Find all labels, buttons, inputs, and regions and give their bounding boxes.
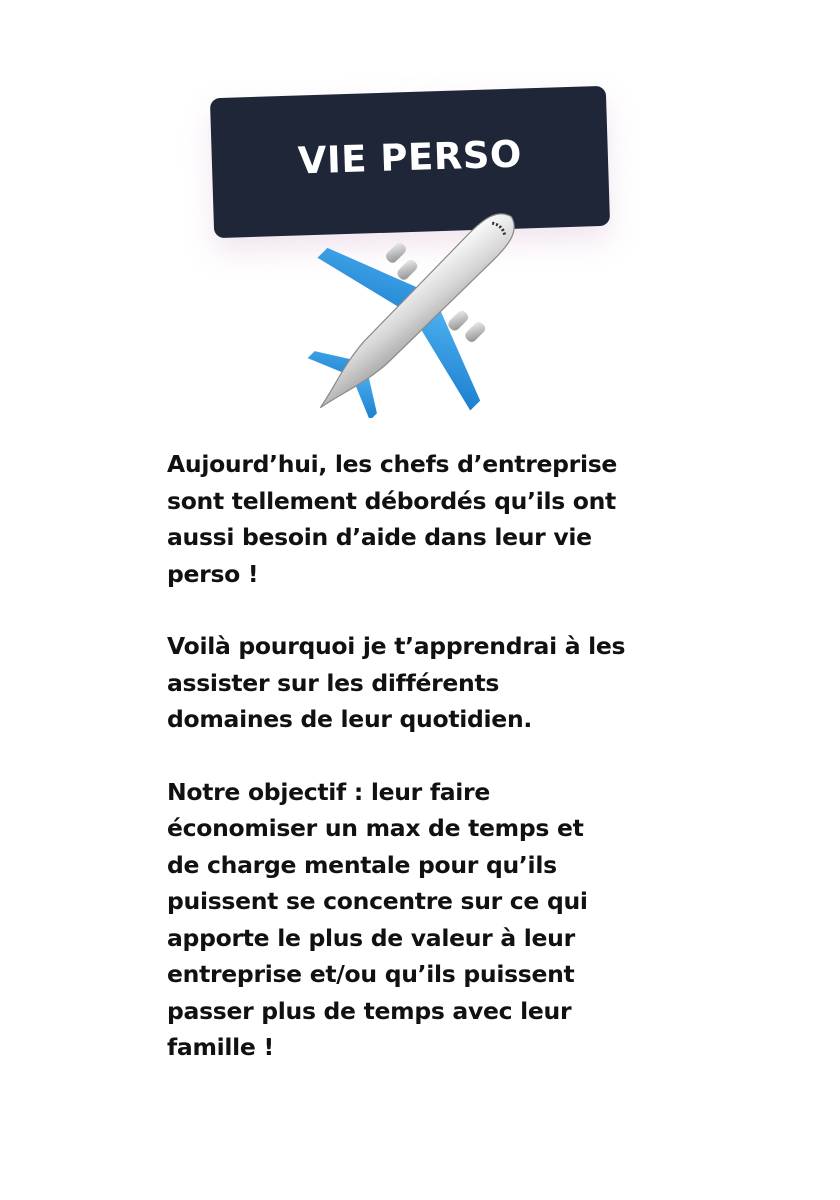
paragraph-intro: Aujourd’hui, les chefs d’entreprise sont tellement débordés qu’ils ont aussi besoin d’aide dans leur vie perso ! — [167, 450, 618, 588]
body-text — [167, 446, 687, 1102]
page-title: VIE PERSO — [297, 132, 523, 183]
paragraph-teaching: Voilà pourquoi je t’apprendrai à les assister sur les différents domaines de leur quotidien. — [167, 632, 626, 733]
paragraph-objective: Notre objectif : leur faire économiser un max de temps et de charge mentale pour qu’ils puissent se concentre sur ce qui apporte le plus de valeur à leur entreprise et/ou qu’ils puissent passer plus de temps avec leur famille ! — [167, 777, 588, 1061]
airplane-icon — [300, 188, 550, 418]
